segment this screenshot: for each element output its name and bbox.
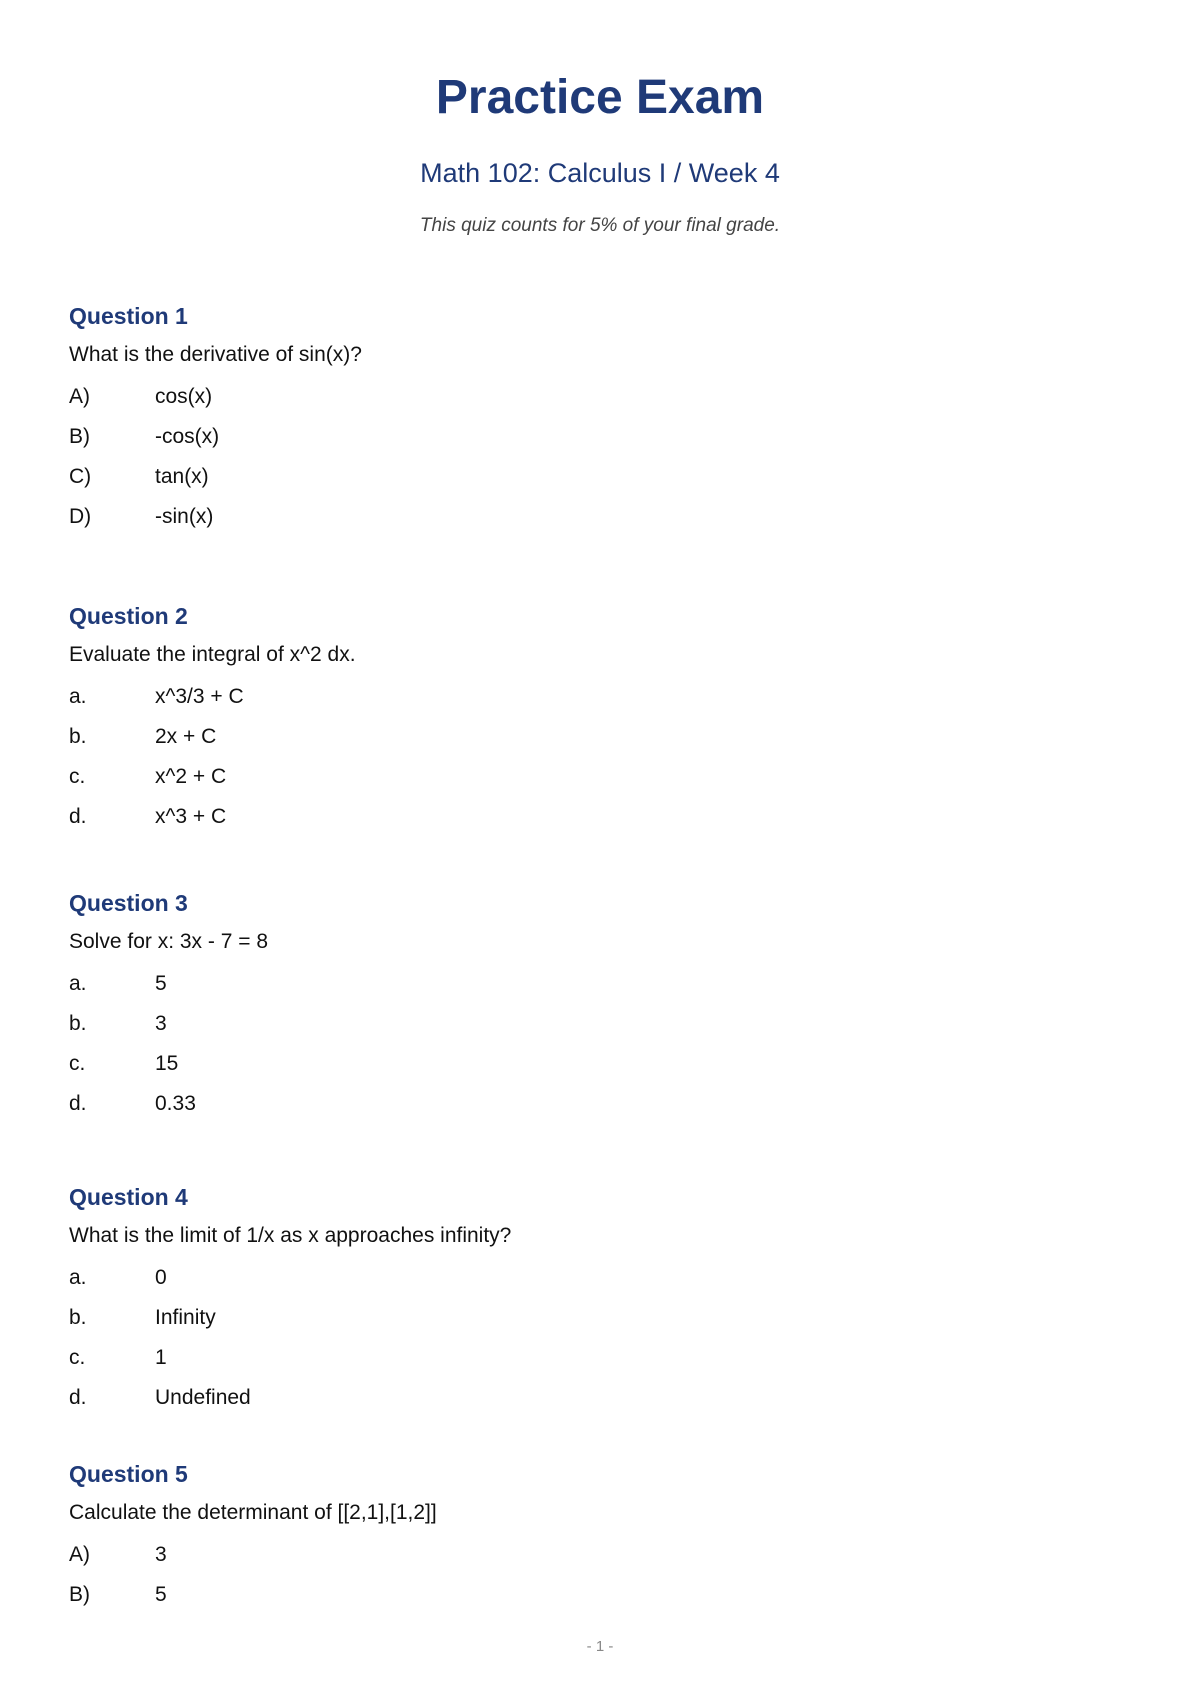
option-item [69, 1305, 1129, 1345]
option-text: x^2 + C [155, 765, 227, 788]
option-item [69, 804, 1129, 844]
question-text: Calculate the determinant of [[2,1],[1,2]] [69, 1501, 437, 1524]
option-text: cos(x) [155, 385, 213, 408]
question-4 [69, 1183, 1129, 1425]
option-text: -sin(x) [155, 505, 214, 528]
question-heading: Question 3 [69, 890, 188, 916]
option-label: A) [69, 1543, 90, 1566]
option-text: 2x + C [155, 725, 217, 748]
option-text: Infinity [155, 1306, 216, 1329]
option-item [69, 684, 1129, 724]
option-item [69, 384, 1129, 424]
question-text: What is the limit of 1/x as x approaches infinity? [69, 1224, 512, 1247]
question-5 [69, 1460, 1129, 1622]
option-label: c. [69, 765, 86, 788]
option-item [69, 464, 1129, 504]
option-label: d. [69, 805, 87, 828]
option-item [69, 971, 1129, 1011]
options-list [69, 1542, 1129, 1622]
option-item [69, 764, 1129, 804]
option-text: -cos(x) [155, 425, 220, 448]
option-text: 5 [155, 972, 167, 995]
option-text: 0 [155, 1266, 167, 1289]
option-item [69, 724, 1129, 764]
question-2 [69, 602, 1129, 844]
option-label: C) [69, 465, 92, 488]
option-item [69, 1091, 1129, 1131]
option-item [69, 1542, 1129, 1582]
option-item [69, 1011, 1129, 1051]
option-label: B) [69, 1583, 90, 1606]
options-list [69, 384, 1129, 544]
question-3 [69, 889, 1129, 1131]
option-label: b. [69, 725, 87, 748]
option-item [69, 1265, 1129, 1305]
option-text: 5 [155, 1583, 167, 1606]
option-label: D) [69, 505, 92, 528]
option-label: B) [69, 425, 90, 448]
option-label: c. [69, 1346, 86, 1369]
option-item [69, 1582, 1129, 1622]
option-label: a. [69, 972, 87, 995]
option-item [69, 424, 1129, 464]
question-1 [69, 302, 1129, 544]
option-label: d. [69, 1386, 87, 1409]
grade-note: This quiz counts for 5% of your final grade. [419, 215, 781, 236]
option-text: Undefined [155, 1386, 251, 1409]
option-text: 3 [155, 1012, 167, 1035]
option-text: x^3 + C [155, 805, 227, 828]
option-label: b. [69, 1012, 87, 1035]
question-text: Solve for x: 3x - 7 = 8 [69, 930, 269, 953]
course-subtitle: Math 102: Calculus I / Week 4 [420, 158, 780, 188]
option-label: c. [69, 1052, 86, 1075]
options-list [69, 971, 1129, 1131]
option-label: b. [69, 1306, 87, 1329]
option-item [69, 1385, 1129, 1425]
question-text: Evaluate the integral of x^2 dx. [69, 643, 356, 666]
options-list [69, 684, 1129, 844]
question-heading: Question 4 [69, 1184, 188, 1210]
option-label: a. [69, 685, 87, 708]
page-number: - 1 - [586, 1638, 614, 1655]
option-text: tan(x) [155, 465, 209, 488]
option-text: 0.33 [155, 1092, 196, 1115]
option-text: x^3/3 + C [155, 685, 244, 708]
option-label: a. [69, 1266, 87, 1289]
option-label: A) [69, 385, 90, 408]
question-heading: Question 1 [69, 303, 188, 329]
option-text: 1 [155, 1346, 167, 1369]
option-item [69, 504, 1129, 544]
options-list [69, 1265, 1129, 1425]
question-heading: Question 5 [69, 1461, 188, 1487]
option-text: 15 [155, 1052, 179, 1075]
option-item [69, 1051, 1129, 1091]
question-heading: Question 2 [69, 603, 188, 629]
option-item [69, 1345, 1129, 1385]
question-text: What is the derivative of sin(x)? [69, 343, 362, 366]
option-text: 3 [155, 1543, 167, 1566]
option-label: d. [69, 1092, 87, 1115]
page-title: Practice Exam [435, 71, 765, 124]
